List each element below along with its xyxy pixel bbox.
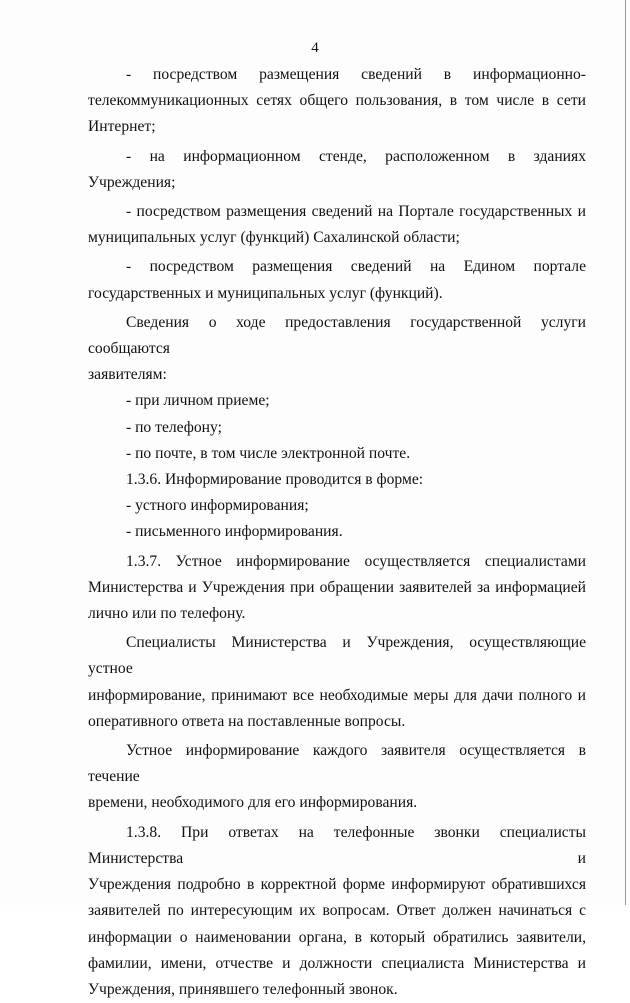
paragraph: Сведения о ходе предоставления государственной услуги сообщаются	[88, 313, 586, 358]
list-item: - устного информирования;	[126, 497, 309, 515]
paragraph-line: информирование, принимают все необходимые меры для дачи полного и	[88, 686, 586, 704]
paragraph: - посредством размещения сведений на Едином портале	[126, 258, 586, 276]
list-item: - письменного информирования.	[126, 523, 343, 541]
list-item: - при личном приеме;	[126, 392, 270, 410]
paragraph-line: муниципальных услуг (функций) Сахалинской области;	[88, 229, 460, 247]
paragraph-line: Интернет;	[88, 118, 156, 136]
paragraph-line: государственных и муниципальных услуг (функций).	[88, 284, 443, 302]
list-item: - по почте, в том числе электронной почте.	[126, 444, 411, 462]
paragraph-line: времени, необходимого для его информирования.	[88, 794, 418, 812]
paragraph-line: фамилии, имени, отчестве и должности специалиста Министерства и	[88, 954, 586, 972]
paragraph: Специалисты Министерства и Учреждения, осуществляющие устное	[88, 634, 586, 678]
paragraph-line: Учреждения подробно в корректной форме информируют обратившихся	[88, 876, 586, 894]
paragraph-line: телекоммуникационных сетях общего пользования, в том числе в сети	[88, 92, 586, 110]
page-number: 4	[311, 40, 319, 56]
paragraph-line: Учреждения, принявшего телефонный звонок.	[88, 980, 398, 998]
paragraph: - посредством размещения сведений на Портале государственных и	[126, 203, 586, 221]
paragraph: 1.3.8. При ответах на телефонные звонки специалисты Министерства и	[88, 823, 586, 867]
paragraph-line: оперативного ответа на поставленные вопросы.	[88, 712, 406, 730]
paragraph-line: заявителей по интересующим их вопросам. Ответ должен начинаться с	[88, 902, 586, 920]
paragraph: Устное информирование каждого заявителя осуществляется в течение	[88, 742, 586, 786]
paragraph-line: информации о наименовании органа, в который обратились заявители,	[88, 928, 586, 946]
document-body	[88, 62, 586, 1003]
paragraph: - на информационном стенде, расположенном в зданиях Учреждения;	[88, 147, 586, 191]
paragraph-line: заявителям:	[88, 366, 167, 384]
paragraph-line: Министерства и Учреждения при обращении заявителей за информацией	[88, 578, 586, 596]
section-heading: 1.3.6. Информирование проводится в форме:	[126, 471, 424, 489]
paragraph: 1.3.7. Устное информирование осуществляется специалистами	[126, 552, 586, 570]
page-edge	[625, 0, 626, 905]
paragraph-line: лично или по телефону.	[88, 605, 246, 623]
paragraph: - посредством размещения сведений в информационно-	[126, 66, 586, 83]
list-item: - по телефону;	[126, 418, 222, 436]
